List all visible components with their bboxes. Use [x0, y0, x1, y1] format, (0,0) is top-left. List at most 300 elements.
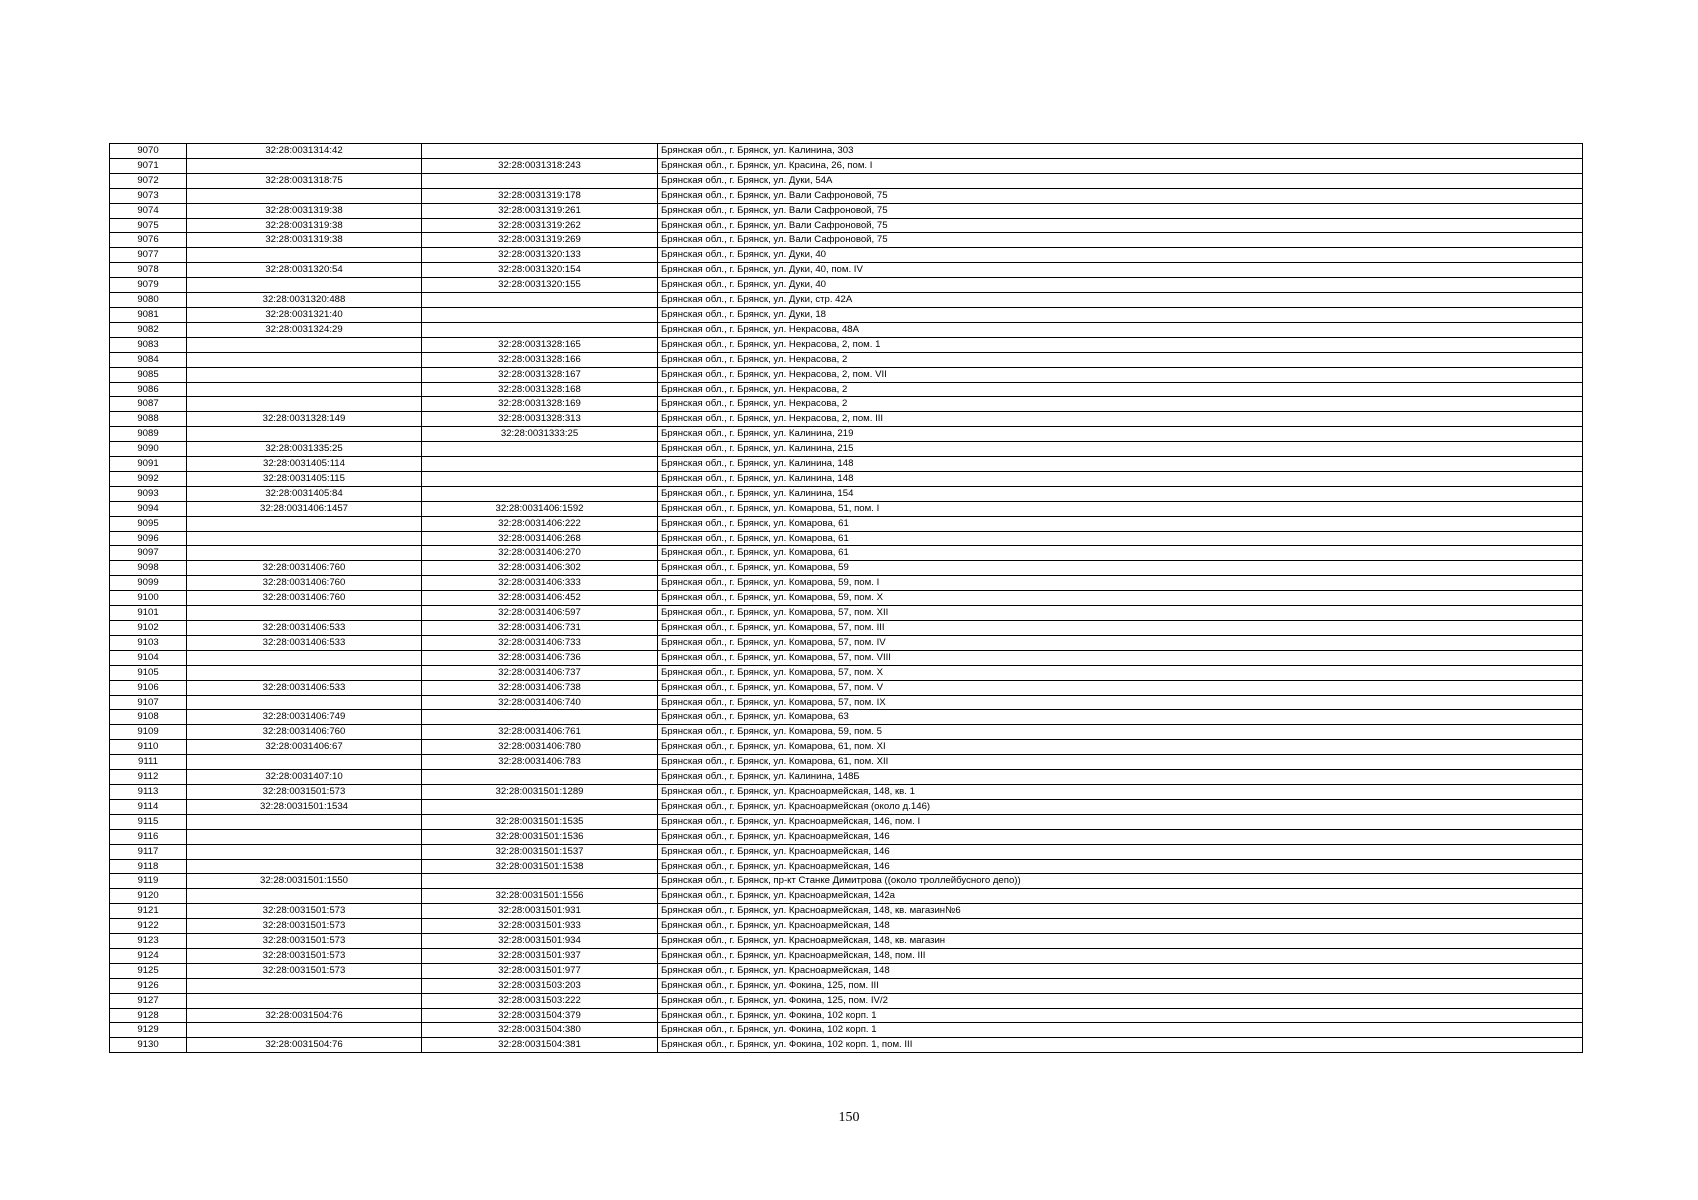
building-cadastral-number-cell: 32:28:0031501:1535 — [422, 814, 658, 829]
row-number-cell: 9119 — [110, 874, 187, 889]
land-cadastral-number-cell: 32:28:0031321:40 — [187, 307, 422, 322]
land-cadastral-number-cell — [187, 188, 422, 203]
table-row — [110, 695, 1583, 710]
address-cell: Брянская обл., г. Брянск, ул. Вали Сафроновой, 75 — [658, 188, 1583, 203]
table-row — [110, 635, 1583, 650]
land-cadastral-number-cell: 32:28:0031501:573 — [187, 784, 422, 799]
table-row — [110, 531, 1583, 546]
building-cadastral-number-cell — [422, 770, 658, 785]
row-number-cell: 9101 — [110, 606, 187, 621]
row-number-cell: 9126 — [110, 978, 187, 993]
building-cadastral-number-cell: 32:28:0031406:737 — [422, 665, 658, 680]
building-cadastral-number-cell: 32:28:0031501:1537 — [422, 844, 658, 859]
building-cadastral-number-cell: 32:28:0031406:783 — [422, 755, 658, 770]
row-number-cell: 9075 — [110, 218, 187, 233]
building-cadastral-number-cell: 32:28:0031406:452 — [422, 591, 658, 606]
land-cadastral-number-cell — [187, 829, 422, 844]
building-cadastral-number-cell: 32:28:0031406:1592 — [422, 501, 658, 516]
row-number-cell: 9127 — [110, 993, 187, 1008]
table-row — [110, 904, 1583, 919]
building-cadastral-number-cell: 32:28:0031504:379 — [422, 1008, 658, 1023]
row-number-cell: 9110 — [110, 740, 187, 755]
row-number-cell: 9087 — [110, 397, 187, 412]
building-cadastral-number-cell: 32:28:0031319:261 — [422, 203, 658, 218]
land-cadastral-number-cell: 32:28:0031501:573 — [187, 948, 422, 963]
row-number-cell: 9108 — [110, 710, 187, 725]
building-cadastral-number-cell — [422, 173, 658, 188]
table-row — [110, 799, 1583, 814]
building-cadastral-number-cell: 32:28:0031320:133 — [422, 248, 658, 263]
building-cadastral-number-cell: 32:28:0031501:1556 — [422, 889, 658, 904]
table-row — [110, 1023, 1583, 1038]
table-row — [110, 740, 1583, 755]
row-number-cell: 9078 — [110, 263, 187, 278]
row-number-cell: 9089 — [110, 427, 187, 442]
building-cadastral-number-cell: 32:28:0031406:333 — [422, 576, 658, 591]
address-cell: Брянская обл., г. Брянск, ул. Дуки, 40 — [658, 278, 1583, 293]
address-cell: Брянская обл., г. Брянск, ул. Дуки, стр. 42А — [658, 293, 1583, 308]
table-row — [110, 576, 1583, 591]
address-cell: Брянская обл., г. Брянск, ул. Красноармейская, 142а — [658, 889, 1583, 904]
building-cadastral-number-cell: 32:28:0031328:167 — [422, 367, 658, 382]
land-cadastral-number-cell: 32:28:0031501:1550 — [187, 874, 422, 889]
building-cadastral-number-cell: 32:28:0031328:313 — [422, 412, 658, 427]
table-row — [110, 188, 1583, 203]
row-number-cell: 9100 — [110, 591, 187, 606]
table-row — [110, 561, 1583, 576]
row-number-cell: 9117 — [110, 844, 187, 859]
address-cell: Брянская обл., г. Брянск, ул. Комарова, 57, пом. VIII — [658, 650, 1583, 665]
address-cell: Брянская обл., г. Брянск, ул. Калинина, 215 — [658, 442, 1583, 457]
building-cadastral-number-cell: 32:28:0031501:1538 — [422, 859, 658, 874]
address-cell: Брянская обл., г. Брянск, ул. Комарова, 61, пом. XII — [658, 755, 1583, 770]
table-row — [110, 516, 1583, 531]
building-cadastral-number-cell: 32:28:0031501:931 — [422, 904, 658, 919]
address-cell: Брянская обл., г. Брянск, ул. Красноармейская, 148 — [658, 919, 1583, 934]
table-row — [110, 367, 1583, 382]
row-number-cell: 9070 — [110, 144, 187, 159]
building-cadastral-number-cell — [422, 471, 658, 486]
table-row — [110, 874, 1583, 889]
land-cadastral-number-cell: 32:28:0031328:149 — [187, 412, 422, 427]
row-number-cell: 9121 — [110, 904, 187, 919]
land-cadastral-number-cell: 32:28:0031319:38 — [187, 218, 422, 233]
address-cell: Брянская обл., г. Брянск, ул. Комарова, 59, пом. 5 — [658, 725, 1583, 740]
land-cadastral-number-cell: 32:28:0031504:76 — [187, 1008, 422, 1023]
table-row — [110, 322, 1583, 337]
address-cell: Брянская обл., г. Брянск, ул. Дуки, 18 — [658, 307, 1583, 322]
row-number-cell: 9076 — [110, 233, 187, 248]
address-cell: Брянская обл., г. Брянск, ул. Фокина, 125, пом. IV/2 — [658, 993, 1583, 1008]
table-row — [110, 442, 1583, 457]
land-cadastral-number-cell: 32:28:0031501:1534 — [187, 799, 422, 814]
row-number-cell: 9124 — [110, 948, 187, 963]
land-cadastral-number-cell — [187, 427, 422, 442]
address-cell: Брянская обл., г. Брянск, ул. Комарова, 61, пом. XI — [658, 740, 1583, 755]
building-cadastral-number-cell: 32:28:0031328:168 — [422, 382, 658, 397]
row-number-cell: 9112 — [110, 770, 187, 785]
land-cadastral-number-cell: 32:28:0031405:114 — [187, 457, 422, 472]
building-cadastral-number-cell: 32:28:0031333:25 — [422, 427, 658, 442]
table-row — [110, 248, 1583, 263]
row-number-cell: 9107 — [110, 695, 187, 710]
address-cell: Брянская обл., г. Брянск, ул. Комарова, 57, пом. IV — [658, 635, 1583, 650]
building-cadastral-number-cell: 32:28:0031406:740 — [422, 695, 658, 710]
land-cadastral-number-cell: 32:28:0031504:76 — [187, 1038, 422, 1053]
row-number-cell: 9092 — [110, 471, 187, 486]
address-cell: Брянская обл., г. Брянск, ул. Вали Сафроновой, 75 — [658, 233, 1583, 248]
land-cadastral-number-cell — [187, 397, 422, 412]
row-number-cell: 9125 — [110, 963, 187, 978]
building-cadastral-number-cell: 32:28:0031504:381 — [422, 1038, 658, 1053]
land-cadastral-number-cell — [187, 650, 422, 665]
address-cell: Брянская обл., г. Брянск, ул. Красноармейская, 148, кв. магазин№6 — [658, 904, 1583, 919]
building-cadastral-number-cell: 32:28:0031328:169 — [422, 397, 658, 412]
address-cell: Брянская обл., г. Брянск, ул. Фокина, 102 корп. 1 — [658, 1023, 1583, 1038]
table-row — [110, 233, 1583, 248]
address-cell: Брянская обл., г. Брянск, ул. Калинина, 154 — [658, 486, 1583, 501]
land-cadastral-number-cell: 32:28:0031406:1457 — [187, 501, 422, 516]
address-cell: Брянская обл., г. Брянск, ул. Вали Сафроновой, 75 — [658, 218, 1583, 233]
table-row — [110, 1038, 1583, 1053]
address-cell: Брянская обл., г. Брянск, ул. Некрасова, 48А — [658, 322, 1583, 337]
address-cell: Брянская обл., г. Брянск, пр-кт Станке Димитрова ((около троллейбусного депо)) — [658, 874, 1583, 889]
table-row — [110, 501, 1583, 516]
address-cell: Брянская обл., г. Брянск, ул. Некрасова, 2 — [658, 352, 1583, 367]
row-number-cell: 9111 — [110, 755, 187, 770]
building-cadastral-number-cell: 32:28:0031406:731 — [422, 621, 658, 636]
building-cadastral-number-cell: 32:28:0031504:380 — [422, 1023, 658, 1038]
row-number-cell: 9096 — [110, 531, 187, 546]
address-cell: Брянская обл., г. Брянск, ул. Красноармейская, 146 — [658, 844, 1583, 859]
land-cadastral-number-cell — [187, 978, 422, 993]
address-cell: Брянская обл., г. Брянск, ул. Комарова, 61 — [658, 546, 1583, 561]
table-row — [110, 591, 1583, 606]
table-row — [110, 471, 1583, 486]
table-row — [110, 844, 1583, 859]
land-cadastral-number-cell: 32:28:0031501:573 — [187, 919, 422, 934]
table-row — [110, 203, 1583, 218]
land-cadastral-number-cell: 32:28:0031406:760 — [187, 576, 422, 591]
land-cadastral-number-cell: 32:28:0031318:75 — [187, 173, 422, 188]
table-row — [110, 680, 1583, 695]
table-row — [110, 352, 1583, 367]
address-cell: Брянская обл., г. Брянск, ул. Комарова, 59, пом. X — [658, 591, 1583, 606]
land-cadastral-number-cell — [187, 889, 422, 904]
table-row — [110, 412, 1583, 427]
land-cadastral-number-cell: 32:28:0031314:42 — [187, 144, 422, 159]
building-cadastral-number-cell — [422, 874, 658, 889]
land-cadastral-number-cell: 32:28:0031501:573 — [187, 904, 422, 919]
land-cadastral-number-cell: 32:28:0031406:749 — [187, 710, 422, 725]
building-cadastral-number-cell: 32:28:0031406:597 — [422, 606, 658, 621]
land-cadastral-number-cell: 32:28:0031320:488 — [187, 293, 422, 308]
row-number-cell: 9104 — [110, 650, 187, 665]
table-row — [110, 889, 1583, 904]
building-cadastral-number-cell: 32:28:0031318:243 — [422, 158, 658, 173]
building-cadastral-number-cell — [422, 457, 658, 472]
table-row — [110, 457, 1583, 472]
address-cell: Брянская обл., г. Брянск, ул. Комарова, 57, пом. III — [658, 621, 1583, 636]
registry-table — [109, 143, 1583, 1053]
row-number-cell: 9115 — [110, 814, 187, 829]
row-number-cell: 9130 — [110, 1038, 187, 1053]
building-cadastral-number-cell: 32:28:0031406:780 — [422, 740, 658, 755]
address-cell: Брянская обл., г. Брянск, ул. Фокина, 102 корп. 1, пом. III — [658, 1038, 1583, 1053]
address-cell: Брянская обл., г. Брянск, ул. Калинина, 148 — [658, 457, 1583, 472]
address-cell: Брянская обл., г. Брянск, ул. Комарова, 57, пом. IX — [658, 695, 1583, 710]
row-number-cell: 9088 — [110, 412, 187, 427]
page-number: 150 — [838, 1110, 860, 1125]
land-cadastral-number-cell — [187, 382, 422, 397]
land-cadastral-number-cell — [187, 352, 422, 367]
building-cadastral-number-cell: 32:28:0031328:165 — [422, 337, 658, 352]
land-cadastral-number-cell: 32:28:0031405:115 — [187, 471, 422, 486]
building-cadastral-number-cell: 32:28:0031501:933 — [422, 919, 658, 934]
building-cadastral-number-cell — [422, 293, 658, 308]
address-cell: Брянская обл., г. Брянск, ул. Калинина, 148 — [658, 471, 1583, 486]
table-row — [110, 770, 1583, 785]
address-cell: Брянская обл., г. Брянск, ул. Некрасова, 2, пом. III — [658, 412, 1583, 427]
table-row — [110, 784, 1583, 799]
building-cadastral-number-cell: 32:28:0031406:222 — [422, 516, 658, 531]
building-cadastral-number-cell: 32:28:0031501:977 — [422, 963, 658, 978]
building-cadastral-number-cell — [422, 307, 658, 322]
row-number-cell: 9081 — [110, 307, 187, 322]
table-row — [110, 919, 1583, 934]
building-cadastral-number-cell: 32:28:0031319:269 — [422, 233, 658, 248]
row-number-cell: 9072 — [110, 173, 187, 188]
land-cadastral-number-cell — [187, 665, 422, 680]
land-cadastral-number-cell — [187, 755, 422, 770]
row-number-cell: 9090 — [110, 442, 187, 457]
row-number-cell: 9083 — [110, 337, 187, 352]
building-cadastral-number-cell: 32:28:0031501:934 — [422, 934, 658, 949]
address-cell: Брянская обл., г. Брянск, ул. Красноармейская, 146 — [658, 859, 1583, 874]
land-cadastral-number-cell — [187, 1023, 422, 1038]
address-cell: Брянская обл., г. Брянск, ул. Калинина, 219 — [658, 427, 1583, 442]
row-number-cell: 9095 — [110, 516, 187, 531]
address-cell: Брянская обл., г. Брянск, ул. Красноармейская, 148 — [658, 963, 1583, 978]
row-number-cell: 9120 — [110, 889, 187, 904]
row-number-cell: 9093 — [110, 486, 187, 501]
row-number-cell: 9080 — [110, 293, 187, 308]
table-row — [110, 307, 1583, 322]
building-cadastral-number-cell: 32:28:0031406:268 — [422, 531, 658, 546]
table-row — [110, 829, 1583, 844]
table-row — [110, 278, 1583, 293]
row-number-cell: 9128 — [110, 1008, 187, 1023]
land-cadastral-number-cell: 32:28:0031406:533 — [187, 680, 422, 695]
land-cadastral-number-cell: 32:28:0031406:533 — [187, 635, 422, 650]
land-cadastral-number-cell: 32:28:0031501:573 — [187, 963, 422, 978]
building-cadastral-number-cell: 32:28:0031406:738 — [422, 680, 658, 695]
land-cadastral-number-cell — [187, 158, 422, 173]
building-cadastral-number-cell: 32:28:0031503:222 — [422, 993, 658, 1008]
row-number-cell: 9118 — [110, 859, 187, 874]
land-cadastral-number-cell: 32:28:0031405:84 — [187, 486, 422, 501]
building-cadastral-number-cell: 32:28:0031406:733 — [422, 635, 658, 650]
address-cell: Брянская обл., г. Брянск, ул. Комарова, 51, пом. I — [658, 501, 1583, 516]
land-cadastral-number-cell: 32:28:0031319:38 — [187, 233, 422, 248]
building-cadastral-number-cell: 32:28:0031503:203 — [422, 978, 658, 993]
building-cadastral-number-cell — [422, 322, 658, 337]
row-number-cell: 9073 — [110, 188, 187, 203]
land-cadastral-number-cell — [187, 859, 422, 874]
address-cell: Брянская обл., г. Брянск, ул. Вали Сафроновой, 75 — [658, 203, 1583, 218]
land-cadastral-number-cell: 32:28:0031324:29 — [187, 322, 422, 337]
address-cell: Брянская обл., г. Брянск, ул. Калинина, 148Б — [658, 770, 1583, 785]
address-cell: Брянская обл., г. Брянск, ул. Дуки, 54А — [658, 173, 1583, 188]
land-cadastral-number-cell — [187, 844, 422, 859]
building-cadastral-number-cell — [422, 442, 658, 457]
address-cell: Брянская обл., г. Брянск, ул. Красноармейская, 148, кв. магазин — [658, 934, 1583, 949]
land-cadastral-number-cell: 32:28:0031501:573 — [187, 934, 422, 949]
row-number-cell: 9122 — [110, 919, 187, 934]
table-row — [110, 621, 1583, 636]
table-row — [110, 397, 1583, 412]
land-cadastral-number-cell: 32:28:0031406:67 — [187, 740, 422, 755]
land-cadastral-number-cell — [187, 546, 422, 561]
table-row — [110, 337, 1583, 352]
land-cadastral-number-cell: 32:28:0031406:760 — [187, 725, 422, 740]
row-number-cell: 9102 — [110, 621, 187, 636]
table-row — [110, 158, 1583, 173]
address-cell: Брянская обл., г. Брянск, ул. Красина, 26, пом. I — [658, 158, 1583, 173]
table-row — [110, 993, 1583, 1008]
address-cell: Брянская обл., г. Брянск, ул. Комарова, 57, пом. X — [658, 665, 1583, 680]
table-row — [110, 710, 1583, 725]
table-row — [110, 963, 1583, 978]
table-row — [110, 814, 1583, 829]
building-cadastral-number-cell: 32:28:0031319:178 — [422, 188, 658, 203]
table-row — [110, 725, 1583, 740]
address-cell: Брянская обл., г. Брянск, ул. Некрасова, 2, пом. VII — [658, 367, 1583, 382]
row-number-cell: 9086 — [110, 382, 187, 397]
row-number-cell: 9098 — [110, 561, 187, 576]
land-cadastral-number-cell: 32:28:0031320:54 — [187, 263, 422, 278]
table-row — [110, 382, 1583, 397]
table-row — [110, 486, 1583, 501]
land-cadastral-number-cell: 32:28:0031406:760 — [187, 561, 422, 576]
building-cadastral-number-cell: 32:28:0031319:262 — [422, 218, 658, 233]
row-number-cell: 9105 — [110, 665, 187, 680]
address-cell: Брянская обл., г. Брянск, ул. Комарова, 61 — [658, 531, 1583, 546]
building-cadastral-number-cell: 32:28:0031406:736 — [422, 650, 658, 665]
address-cell: Брянская обл., г. Брянск, ул. Комарова, 57, пом. V — [658, 680, 1583, 695]
row-number-cell: 9071 — [110, 158, 187, 173]
land-cadastral-number-cell — [187, 531, 422, 546]
row-number-cell: 9094 — [110, 501, 187, 516]
land-cadastral-number-cell — [187, 814, 422, 829]
table-row — [110, 859, 1583, 874]
building-cadastral-number-cell: 32:28:0031501:1536 — [422, 829, 658, 844]
row-number-cell: 9106 — [110, 680, 187, 695]
row-number-cell: 9097 — [110, 546, 187, 561]
address-cell: Брянская обл., г. Брянск, ул. Комарова, 63 — [658, 710, 1583, 725]
row-number-cell: 9114 — [110, 799, 187, 814]
row-number-cell: 9085 — [110, 367, 187, 382]
building-cadastral-number-cell — [422, 144, 658, 159]
land-cadastral-number-cell: 32:28:0031406:760 — [187, 591, 422, 606]
building-cadastral-number-cell: 32:28:0031406:270 — [422, 546, 658, 561]
land-cadastral-number-cell — [187, 993, 422, 1008]
table-row — [110, 144, 1583, 159]
table-row — [110, 650, 1583, 665]
table-row — [110, 606, 1583, 621]
land-cadastral-number-cell: 32:28:0031406:533 — [187, 621, 422, 636]
land-cadastral-number-cell: 32:28:0031319:38 — [187, 203, 422, 218]
table-row — [110, 755, 1583, 770]
address-cell: Брянская обл., г. Брянск, ул. Комарова, 59, пом. I — [658, 576, 1583, 591]
registry-table-body — [110, 144, 1583, 1053]
land-cadastral-number-cell — [187, 367, 422, 382]
row-number-cell: 9099 — [110, 576, 187, 591]
building-cadastral-number-cell — [422, 710, 658, 725]
address-cell: Брянская обл., г. Брянск, ул. Красноармейская, 146 — [658, 829, 1583, 844]
address-cell: Брянская обл., г. Брянск, ул. Комарова, 61 — [658, 516, 1583, 531]
table-row — [110, 293, 1583, 308]
table-row — [110, 173, 1583, 188]
building-cadastral-number-cell: 32:28:0031406:761 — [422, 725, 658, 740]
address-cell: Брянская обл., г. Брянск, ул. Красноармейская (около д.146) — [658, 799, 1583, 814]
table-row — [110, 978, 1583, 993]
row-number-cell: 9084 — [110, 352, 187, 367]
address-cell: Брянская обл., г. Брянск, ул. Красноармейская, 148, пом. III — [658, 948, 1583, 963]
building-cadastral-number-cell — [422, 486, 658, 501]
land-cadastral-number-cell — [187, 248, 422, 263]
table-row — [110, 427, 1583, 442]
row-number-cell: 9113 — [110, 784, 187, 799]
address-cell: Брянская обл., г. Брянск, ул. Комарова, 57, пом. XII — [658, 606, 1583, 621]
address-cell: Брянская обл., г. Брянск, ул. Некрасова, 2, пом. 1 — [658, 337, 1583, 352]
table-row — [110, 665, 1583, 680]
row-number-cell: 9077 — [110, 248, 187, 263]
building-cadastral-number-cell: 32:28:0031328:166 — [422, 352, 658, 367]
row-number-cell: 9079 — [110, 278, 187, 293]
land-cadastral-number-cell: 32:28:0031335:25 — [187, 442, 422, 457]
building-cadastral-number-cell: 32:28:0031501:1289 — [422, 784, 658, 799]
address-cell: Брянская обл., г. Брянск, ул. Дуки, 40, пом. IV — [658, 263, 1583, 278]
building-cadastral-number-cell: 32:28:0031320:154 — [422, 263, 658, 278]
table-row — [110, 948, 1583, 963]
address-cell: Брянская обл., г. Брянск, ул. Калинина, 303 — [658, 144, 1583, 159]
row-number-cell: 9074 — [110, 203, 187, 218]
table-row — [110, 934, 1583, 949]
row-number-cell: 9116 — [110, 829, 187, 844]
land-cadastral-number-cell — [187, 516, 422, 531]
address-cell: Брянская обл., г. Брянск, ул. Фокина, 125, пом. III — [658, 978, 1583, 993]
table-row — [110, 546, 1583, 561]
building-cadastral-number-cell: 32:28:0031320:155 — [422, 278, 658, 293]
row-number-cell: 9129 — [110, 1023, 187, 1038]
address-cell: Брянская обл., г. Брянск, ул. Красноармейская, 148, кв. 1 — [658, 784, 1583, 799]
land-cadastral-number-cell: 32:28:0031407:10 — [187, 770, 422, 785]
building-cadastral-number-cell: 32:28:0031406:302 — [422, 561, 658, 576]
row-number-cell: 9103 — [110, 635, 187, 650]
land-cadastral-number-cell — [187, 337, 422, 352]
address-cell: Брянская обл., г. Брянск, ул. Некрасова, 2 — [658, 397, 1583, 412]
row-number-cell: 9109 — [110, 725, 187, 740]
table-row — [110, 218, 1583, 233]
address-cell: Брянская обл., г. Брянск, ул. Красноармейская, 146, пом. I — [658, 814, 1583, 829]
address-cell: Брянская обл., г. Брянск, ул. Комарова, 59 — [658, 561, 1583, 576]
row-number-cell: 9082 — [110, 322, 187, 337]
land-cadastral-number-cell — [187, 606, 422, 621]
building-cadastral-number-cell: 32:28:0031501:937 — [422, 948, 658, 963]
table-row — [110, 1008, 1583, 1023]
row-number-cell: 9091 — [110, 457, 187, 472]
